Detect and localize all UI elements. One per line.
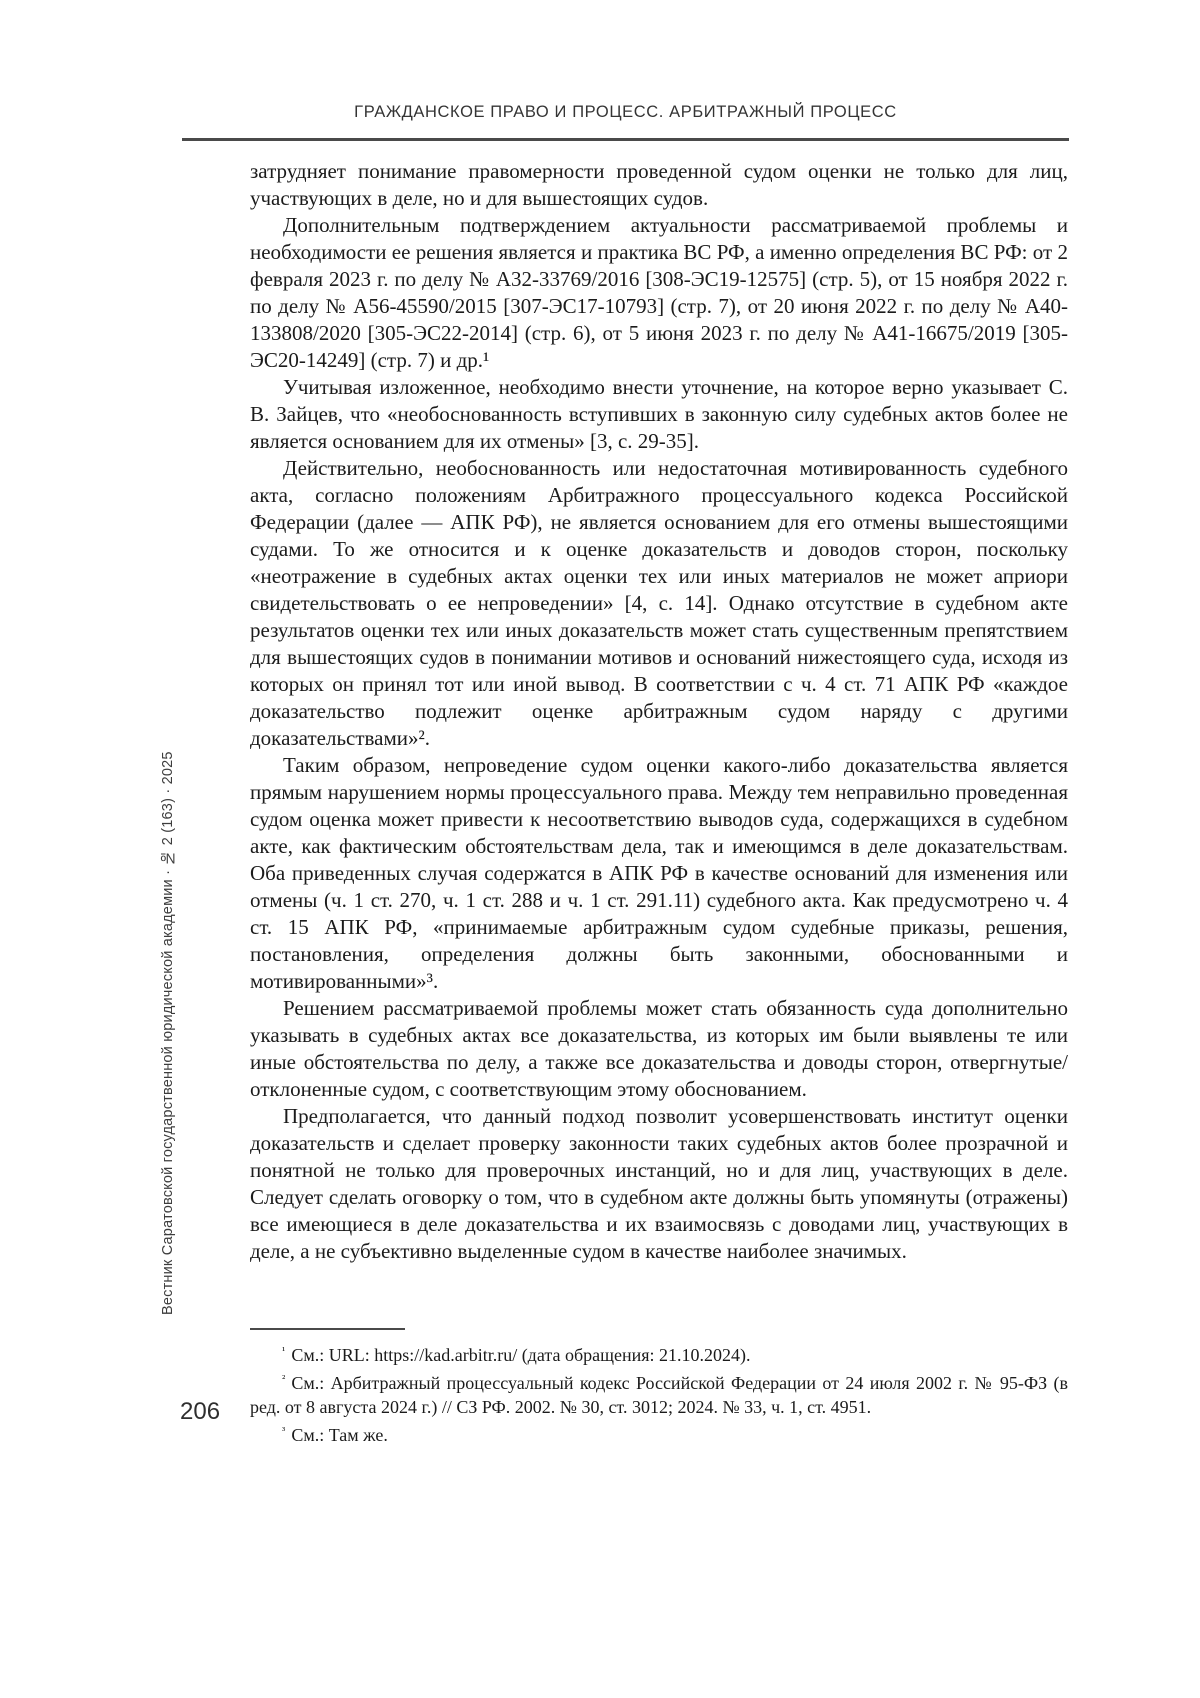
footnote-marker: ³ bbox=[282, 1425, 286, 1437]
paragraph: Решением рассматриваемой проблемы может стать обязанность суда дополнительно указывать в судебных актах все доказательства, из которых им были выявлены те или иные обстоятельства по делу, а также все доказательства и доводы сторон, отвергнутые/отклоненные судом, с соответствующим этому обоснованием. bbox=[250, 996, 1068, 1101]
footnote-text: См.: Там же. bbox=[291, 1425, 388, 1445]
paragraph: Таким образом, непроведение судом оценки какого-либо доказательства является прямым нарушением нормы процессуального права. Между тем неправильно проведенная судом оценка может привести к несоответствию выводов суда, содержащихся в судебном акте, как фактическим обстоятельствам дела, так и имеющимся в деле доказательствам. Оба приведенных случая содержатся в АПК РФ в качестве оснований для изменения или отмены (ч. 1 ст. 270, ч. 1 ст. 288 и ч. 1 ст. 291.11) судебного акта. Как предусмотрено ч. 4 ст. 15 АПК РФ, «принимаемые арбитражным судом судебные приказы, решения, постановления, определения должны быть законными, обоснованными и мотивированными»³. bbox=[250, 753, 1068, 993]
footnote bbox=[250, 1367, 1068, 1419]
page-number: 206 bbox=[180, 1398, 221, 1425]
paragraph: затрудняет понимание правомерности проведенной судом оценки не только для лиц, участвующих в деле, но и для вышестоящих судов. bbox=[250, 159, 1068, 210]
footnote-text: См.: Арбитражный процессуальный кодекс Российской Федерации от 24 июля 2002 г. № 95-ФЗ (в ред. от 8 августа 2024 г.) // СЗ РФ. 2002. № 30, ст. 3012; 2024. № 33, ч. 1, ст. 4951. bbox=[250, 1373, 1068, 1417]
running-header: ГРАЖДАНСКОЕ ПРАВО И ПРОЦЕСС. АРБИТРАЖНЫЙ ПРОЦЕСС bbox=[354, 103, 897, 121]
footnote bbox=[250, 1339, 1068, 1367]
footnote bbox=[250, 1419, 1068, 1447]
header-rule bbox=[182, 138, 1069, 141]
footnote-text: См.: URL: https://kad.arbitr.ru/ (дата обращения: 21.10.2024). bbox=[291, 1345, 751, 1365]
article-body bbox=[250, 158, 1068, 1265]
paragraph: Действительно, необоснованность или недостаточная мотивированность судебного акта, согласно положениям Арбитражного процессуального кодекса Российской Федерации (далее — АПК РФ), не является основанием для его отмены вышестоящими судами. То же относится и к оценке доказательств и доводов сторон, поскольку «неотражение в судебных актах оценки тех или иных материалов не может априори свидетельствовать о ее непроведении» [4, с. 14]. Однако отсутствие в судебном акте результатов оценки тех или иных доказательств может стать существенным препятствием для вышестоящих судов в понимании мотивов и оснований нижестоящего суда, исходя из которых он принял тот или иной вывод. В соответствии с ч. 4 ст. 71 АПК РФ «каждое доказательство подлежит оценке арбитражным судом наряду с другими доказательствами»². bbox=[250, 456, 1068, 750]
footnote-marker: ² bbox=[282, 1373, 286, 1385]
footnote-separator bbox=[250, 1328, 405, 1330]
paragraph: Дополнительным подтверждением актуальности рассматриваемой проблемы и необходимости ее решения является и практика ВС РФ, а именно определения ВС РФ: от 2 февраля 2023 г. по делу № А32-33769/2016 [308-ЭС19-12575] (стр. 5), от 15 ноября 2022 г. по делу № А56-45590/2015 [307-ЭС17-10793] (стр. 7), от 20 июня 2022 г. по делу № А40-133808/2020 [305-ЭС22-2014] (стр. 6), от 5 июня 2023 г. по делу № А41-16675/2019 [305-ЭС20-14249] (стр. 7) и др.¹ bbox=[250, 213, 1068, 372]
paragraph: Учитывая изложенное, необходимо внести уточнение, на которое верно указывает С. В. Зайцев, что «необоснованность вступивших в законную силу судебных актов более не является основанием для их отмены» [3, с. 29-35]. bbox=[250, 375, 1068, 453]
journal-sidebar-caption: Вестник Саратовской государственной юридической академии · № 2 (163) · 2025 bbox=[160, 751, 176, 1315]
footnote-marker: ¹ bbox=[282, 1345, 286, 1357]
paragraph: Предполагается, что данный подход позволит усовершенствовать институт оценки доказательств и сделает проверку законности таких судебных актов более прозрачной и понятной не только для проверочных инстанций, но и для лиц, участвующих в деле. Следует сделать оговорку о том, что в судебном акте должны быть упомянуты (отражены) все имеющиеся в деле доказательства и их взаимосвязь с доводами лиц, участвующих в деле, а не субъективно выделенные судом в качестве наиболее значимых. bbox=[250, 1104, 1068, 1263]
footnotes bbox=[250, 1328, 1068, 1447]
